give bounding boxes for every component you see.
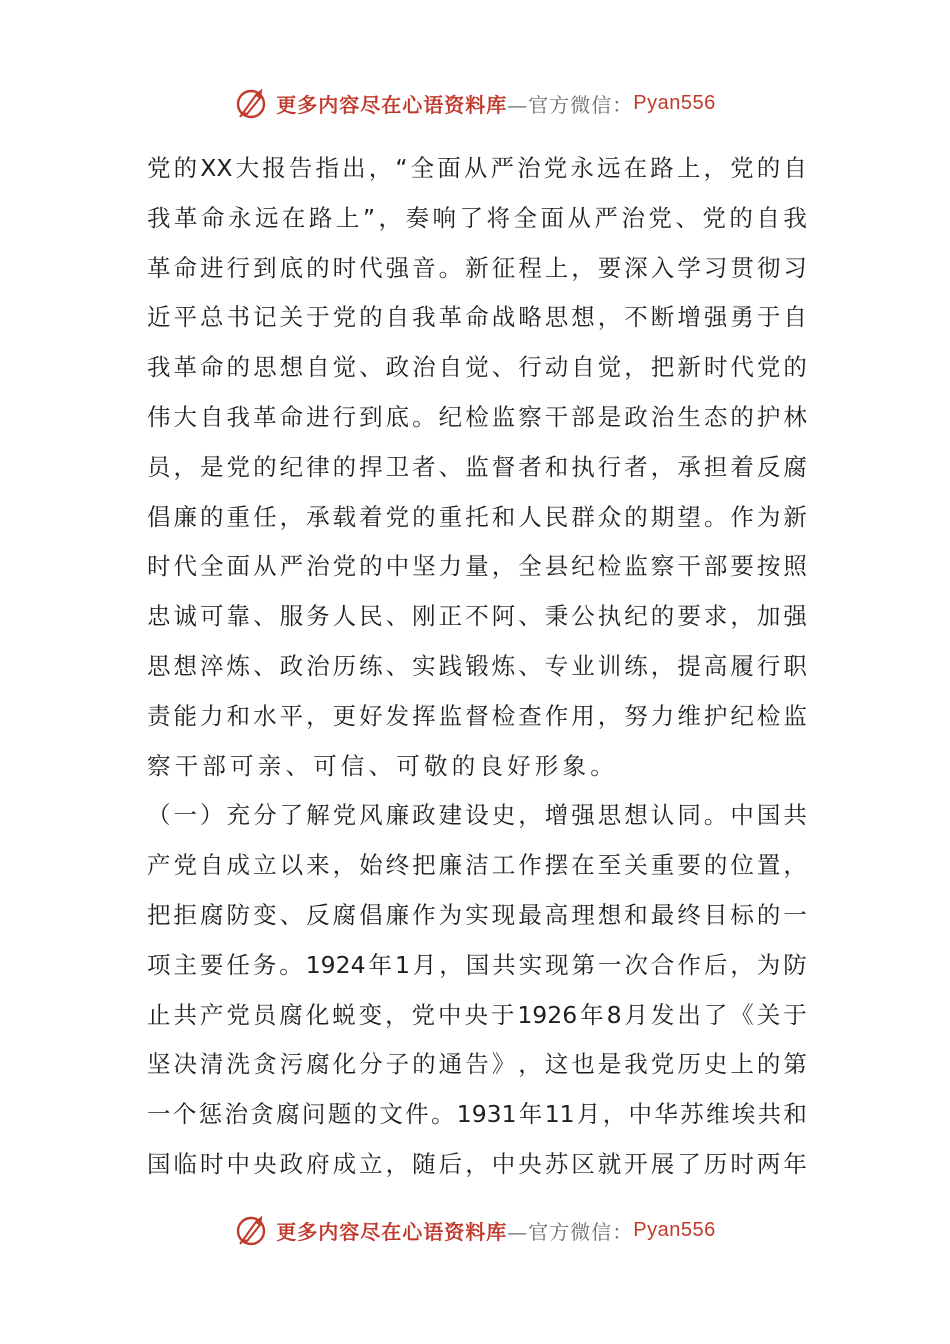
body-line: 坚 决 清 洗 贪 污 腐 化 分 子 的 通 告 》 ， 这 也 是 我 党 历 史 上 的 第: [147, 1050, 807, 1079]
banner-promo-text: 更多内容尽在心语资料库: [276, 1219, 508, 1244]
body-line: 责 能 力 和 水 平 ， 更 好 发 挥 监 督 检 查 作 用 ， 努 力 维 护 纪 检 监: [147, 701, 807, 730]
document-body: [147, 144, 807, 1190]
body-line: 一 个 惩 治 贪 腐 问 题 的 文 件 。 1931 年 11 月 ， 中 华 苏 维 埃 共 和: [147, 1100, 807, 1129]
body-line: 倡 廉 的 重 任 ， 承 载 着 党 的 重 托 和 人 民 群 众 的 期 望 。 作 为 新: [147, 502, 807, 531]
body-line: 我 革 命 永 远 在 路 上 ” ， 奏 响 了 将 全 面 从 严 治 党 、 党 的 自 我: [147, 203, 807, 232]
banner-promo-text: 更多内容尽在心语资料库: [276, 92, 508, 117]
banner-wechat-id: Pyan556: [633, 1218, 716, 1241]
body-line: 伟 大 自 我 革 命 进 行 到 底 。 纪 检 监 察 干 部 是 政 治 生 态 的 护 林: [147, 402, 807, 431]
body-line: 国 临 时 中 央 政 府 成 立 ， 随 后 ， 中 央 苏 区 就 开 展 了 历 时 两 年: [147, 1149, 807, 1178]
body-line: 时 代 全 面 从 严 治 党 的 中 坚 力 量 ， 全 县 纪 检 监 察 干 部 要 按 照: [147, 552, 807, 581]
body-line: 员 ， 是 党 的 纪 律 的 捍 卫 者 、 监 督 者 和 执 行 者 ， 承 担 着 反 腐: [147, 452, 807, 481]
body-line: 止 共 产 党 员 腐 化 蜕 变 ， 党 中 央 于 1926 年 8 月 发 出 了 《 关 于: [147, 1000, 807, 1029]
body-line: 思 想 淬 炼 、 政 治 历 练 、 实 践 锻 炼 、 专 业 训 练 ， 提 高 履 行 职: [147, 651, 807, 680]
body-line: 产 党 自 成 立 以 来 ， 始 终 把 廉 洁 工 作 摆 在 至 关 重 要 的 位 置 ，: [147, 851, 807, 880]
body-line: 把 拒 腐 防 变 、 反 腐 倡 廉 作 为 实 现 最 高 理 想 和 最 终 目 标 的 一: [147, 900, 807, 929]
body-line: （ 一 ） 充 分 了 解 党 风 廉 政 建 设 史 ， 增 强 思 想 认 同 。 中 国 共: [147, 801, 807, 830]
body-line: 忠 诚 可 靠 、 服 务 人 民 、 刚 正 不 阿 、 秉 公 执 纪 的 要 求 ， 加 强: [147, 602, 807, 631]
body-line: 察干部可亲、可信、可敬的良好形象。: [147, 751, 618, 780]
body-line: 党 的 XX 大 报 告 指 出 ， “ 全 面 从 严 治 党 永 远 在 路 上 ， 党 的 自: [147, 154, 807, 182]
header-banner: [0, 81, 950, 125]
body-line: 我 革 命 的 思 想 自 觉 、 政 治 自 觉 、 行 动 自 觉 ， 把 新 时 代 党 的: [147, 353, 807, 382]
pen-nib-circle-icon: [234, 85, 270, 121]
body-line: 近 平 总 书 记 关 于 党 的 自 我 革 命 战 略 思 想 ， 不 断 增 强 勇 于 自: [147, 303, 807, 332]
body-line: 革 命 进 行 到 底 的 时 代 强 音 。 新 征 程 上 ， 要 深 入 学 习 贯 彻 习: [147, 253, 807, 282]
footer-banner: [0, 1208, 950, 1252]
banner-wechat-id: Pyan556: [633, 91, 716, 114]
banner-wechat-label: —官方微信：: [507, 1219, 634, 1244]
pen-nib-circle-icon: [234, 1212, 270, 1248]
body-line: 项 主 要 任 务 。 1924 年 1 月 ， 国 共 实 现 第 一 次 合 作 后 ， 为 防: [147, 950, 807, 979]
banner-wechat-label: —官方微信：: [507, 92, 634, 117]
